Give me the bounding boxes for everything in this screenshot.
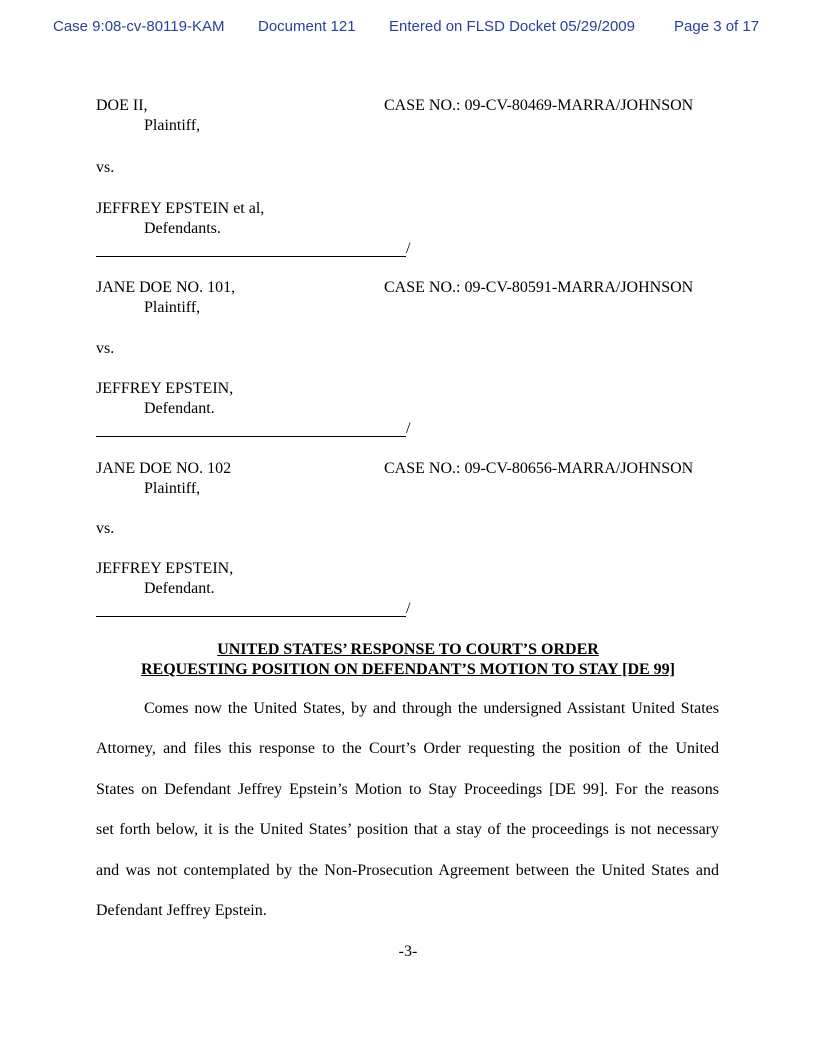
defendant-name: JEFFREY EPSTEIN, bbox=[96, 560, 234, 577]
header-case-number: Case 9:08-cv-80119-KAM bbox=[53, 18, 225, 35]
page-number: -3- bbox=[398, 943, 418, 960]
caption-separator-line bbox=[96, 436, 406, 437]
versus-label: vs. bbox=[96, 340, 115, 357]
body-line-6: Defendant Jeffrey Epstein. bbox=[96, 902, 267, 919]
case-number: CASE NO.: 09-CV-80469-MARRA/JOHNSON bbox=[384, 97, 694, 114]
versus-label: vs. bbox=[96, 159, 115, 176]
plaintiff-role: Plaintiff, bbox=[144, 480, 201, 497]
caption-separator-slash: / bbox=[406, 240, 411, 257]
defendant-role: Defendants. bbox=[144, 220, 221, 237]
caption-separator-line bbox=[96, 256, 406, 257]
versus-label: vs. bbox=[96, 520, 115, 537]
defendant-role: Defendant. bbox=[144, 400, 215, 417]
caption-separator-line bbox=[96, 616, 406, 617]
plaintiff-name: JANE DOE NO. 102 bbox=[96, 460, 232, 477]
docket-header bbox=[0, 18, 816, 38]
document-title-line-2: REQUESTING POSITION ON DEFENDANT’S MOTION TO STAY [DE 99] bbox=[140, 661, 676, 678]
case-number: CASE NO.: 09-CV-80591-MARRA/JOHNSON bbox=[384, 279, 694, 296]
caption-separator-slash: / bbox=[406, 420, 411, 437]
header-entered-date: Entered on FLSD Docket 05/29/2009 bbox=[389, 18, 635, 35]
caption-separator-slash: / bbox=[406, 600, 411, 617]
defendant-name: JEFFREY EPSTEIN et al, bbox=[96, 200, 265, 217]
body-line-3: States on Defendant Jeffrey Epstein’s Motion to Stay Proceedings [DE 99]. For the reasons bbox=[96, 781, 719, 798]
plaintiff-name: DOE II, bbox=[96, 97, 148, 114]
plaintiff-role: Plaintiff, bbox=[144, 117, 201, 134]
plaintiff-name: JANE DOE NO. 101, bbox=[96, 279, 236, 296]
case-number: CASE NO.: 09-CV-80656-MARRA/JOHNSON bbox=[384, 460, 694, 477]
body-line-2: Attorney, and files this response to the Court’s Order requesting the position of the United bbox=[96, 740, 719, 757]
plaintiff-role: Plaintiff, bbox=[144, 299, 201, 316]
defendant-name: JEFFREY EPSTEIN, bbox=[96, 380, 234, 397]
body-line-5: and was not contemplated by the Non-Prosecution Agreement between the United States and bbox=[96, 862, 719, 879]
defendant-role: Defendant. bbox=[144, 580, 215, 597]
document-title-line-1: UNITED STATES’ RESPONSE TO COURT’S ORDER bbox=[217, 641, 599, 658]
header-page-count: Page 3 of 17 bbox=[674, 18, 760, 35]
body-line-4: set forth below, it is the United States’ position that a stay of the proceedings is not necessary bbox=[96, 821, 719, 838]
header-document-number: Document 121 bbox=[258, 18, 356, 35]
body-line-1: Comes now the United States, by and through the undersigned Assistant United States bbox=[144, 700, 719, 717]
